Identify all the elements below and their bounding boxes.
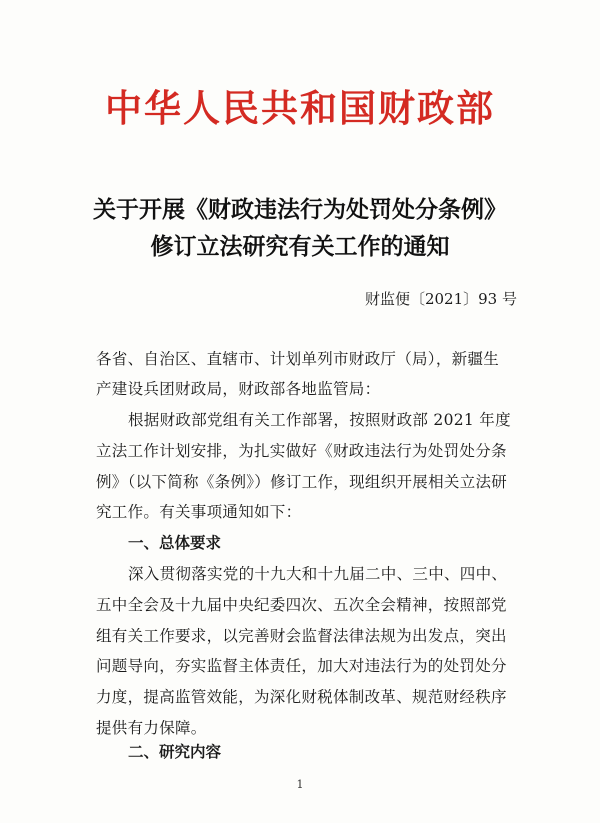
intro-line-4: 究工作。有关事项通知如下：: [96, 503, 302, 521]
section-1-line-6: 提供有力保障。: [96, 719, 207, 737]
section-1-line-1: 深入贯彻落实党的十九大和十九届二中、三中、四中、: [128, 565, 508, 583]
intro-line-1: 根据财政部党组有关工作部署，按照财政部 2021 年度: [128, 411, 511, 429]
section-1-line-2: 五中全会及十九届中央纪委四次、五次全会精神，按照部党: [96, 596, 507, 614]
letterhead: 中华人民共和国财政部: [105, 87, 495, 130]
intro-line-2: 立法工作计划安排，为扎实做好《财政违法行为处罚处分条: [96, 442, 507, 460]
page-number: 1: [296, 778, 304, 791]
section-2-heading: 二、研究内容: [128, 743, 222, 761]
addressee-line-1: 各省、自治区、直辖市、计划单列市财政厅（局），新疆生: [96, 350, 500, 368]
notice-title-line-2: 修订立法研究有关工作的通知: [150, 234, 450, 260]
section-1-line-4: 问题导向，夯实监督主体责任，加大对违法行为的处罚处分: [96, 657, 507, 675]
notice-title-line-1: 关于开展《财政违法行为处罚处分条例》: [93, 197, 507, 223]
document-number: 财监便〔2021〕93 号: [364, 290, 517, 308]
addressee-line-2: 产建设兵团财政局，财政部各地监管局：: [96, 380, 381, 398]
section-1-heading: 一、总体要求: [128, 534, 222, 552]
section-1-line-5: 力度，提高监管效能，为深化财税体制改革、规范财经秩序: [96, 688, 507, 706]
section-1-line-3: 组有关工作要求，以完善财会监督法律法规为出发点，突出: [96, 627, 507, 645]
intro-line-3: 例》（以下简称《条例》）修订工作，现组织开展相关立法研: [96, 473, 508, 491]
